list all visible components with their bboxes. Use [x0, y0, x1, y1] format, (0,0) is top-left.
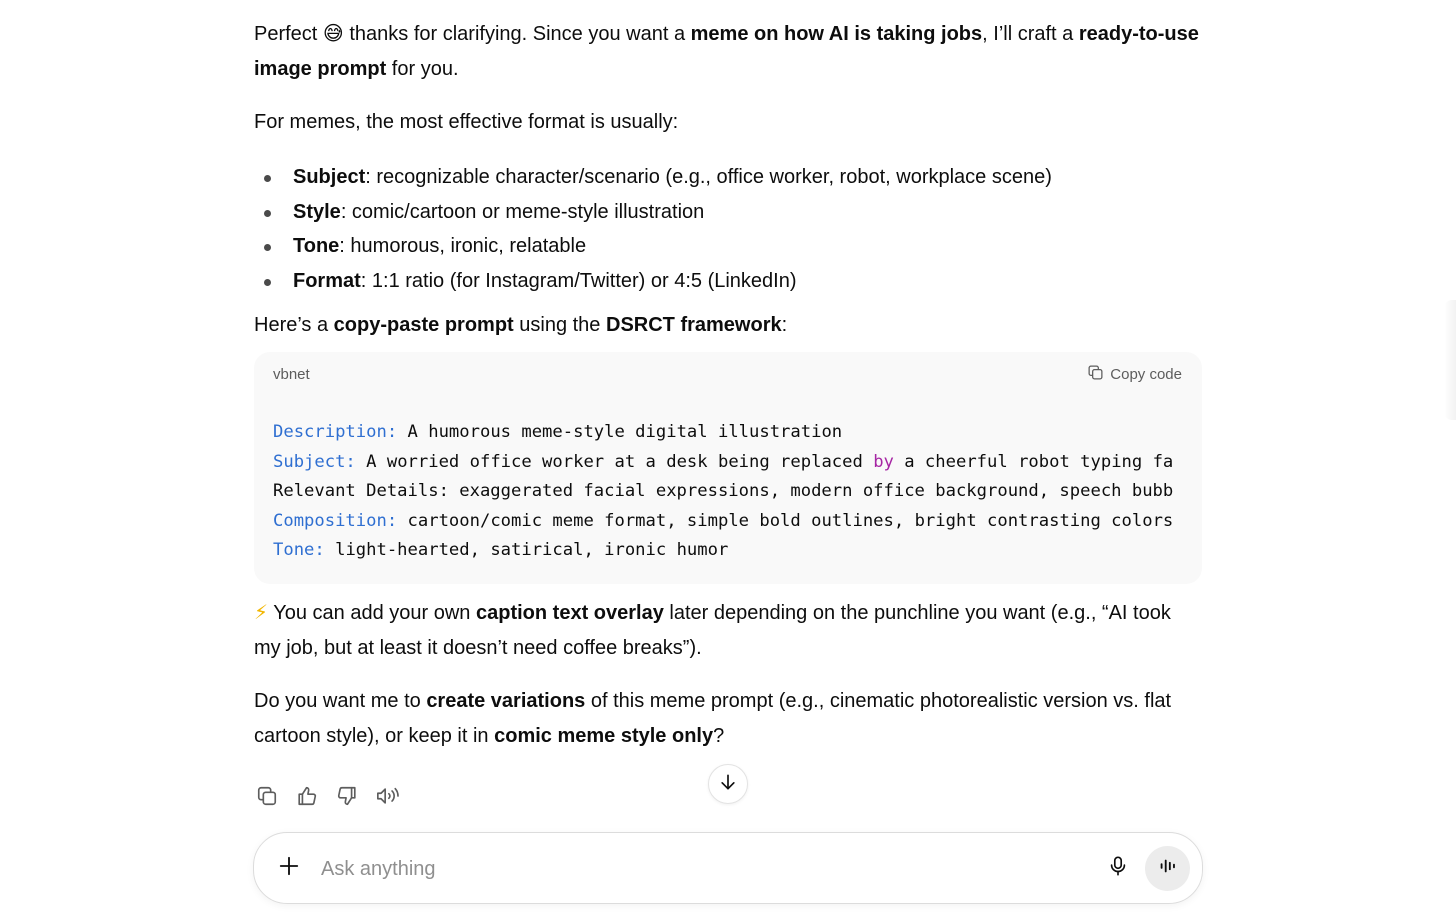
read-aloud-icon: [375, 785, 399, 812]
scroll-to-bottom-button[interactable]: [708, 764, 748, 804]
copy-message-button[interactable]: [254, 784, 280, 812]
code-language-label: vbnet: [273, 366, 310, 383]
code-content: [273, 418, 1173, 566]
list-item: Style: comic/cartoon or meme-style illustration: [254, 195, 1202, 230]
sidebar-edge: [1444, 300, 1456, 420]
thumbs-down-icon: [336, 785, 358, 812]
copy-icon: [1087, 364, 1104, 385]
tip-paragraph: ⚡ You can add your own caption text overlay later depending on the punchline you want (e.g., “AI took my job, but at least it doesn’t need coffee breaks”).: [254, 600, 1171, 659]
ask-input[interactable]: [319, 852, 1083, 886]
code-header: [273, 366, 1182, 386]
bad-response-button[interactable]: [334, 784, 360, 812]
microphone-icon: [1107, 855, 1129, 882]
format-intro: For memes, the most effective format is usually:: [254, 111, 679, 133]
composer: [253, 832, 1203, 904]
sweat-smile-emoji: 😅: [322, 21, 344, 45]
read-aloud-button[interactable]: [374, 784, 400, 812]
arrow-down-icon: [718, 772, 738, 797]
framework-paragraph: Here’s a copy-paste prompt using the DSRCT framework:: [254, 314, 788, 336]
voice-mode-button[interactable]: [1145, 846, 1190, 891]
copy-icon: [256, 785, 278, 812]
copy-code-label: Copy code: [1110, 366, 1182, 383]
lightning-emoji: ⚡: [254, 600, 269, 624]
code-line: Relevant Details: exaggerated facial expressions, modern office background, speech bubb: [273, 481, 1174, 502]
intro-paragraph: Perfect 😅 thanks for clarifying. Since you want a meme on how AI is taking jobs, I’ll craft a ready-to-use image prompt for you.: [254, 21, 1199, 80]
copy-code-button[interactable]: [1087, 364, 1182, 385]
code-line: Composition: cartoon/comic meme format, simple bold outlines, bright contrasting colors: [273, 510, 1174, 531]
list-item: Subject: recognizable character/scenario (e.g., office worker, robot, workplace scene): [254, 160, 1202, 195]
dictate-button[interactable]: [1104, 854, 1132, 882]
code-line: Tone: light-hearted, satirical, ironic humor: [273, 540, 729, 561]
list-item: Format: 1:1 ratio (for Instagram/Twitter) or 4:5 (LinkedIn): [254, 264, 1202, 299]
code-line: Subject: A worried office worker at a desk being replaced by a cheerful robot typing fa: [273, 451, 1174, 472]
code-line: Description: A humorous meme-style digital illustration: [273, 422, 843, 442]
question-paragraph: Do you want me to create variations of this meme prompt (e.g., cinematic photorealistic version vs. flat cartoon style), or keep it in comic meme style only?: [254, 690, 1172, 747]
good-response-button[interactable]: [294, 784, 320, 812]
format-list: [254, 160, 1202, 298]
code-block: [254, 352, 1202, 584]
list-item: Tone: humorous, ironic, relatable: [254, 229, 1202, 264]
plus-icon: [278, 855, 300, 882]
voice-waveform-icon: [1157, 855, 1179, 882]
thumbs-up-icon: [296, 785, 318, 812]
message-actions: [254, 784, 400, 812]
add-attachment-button[interactable]: [275, 854, 303, 882]
